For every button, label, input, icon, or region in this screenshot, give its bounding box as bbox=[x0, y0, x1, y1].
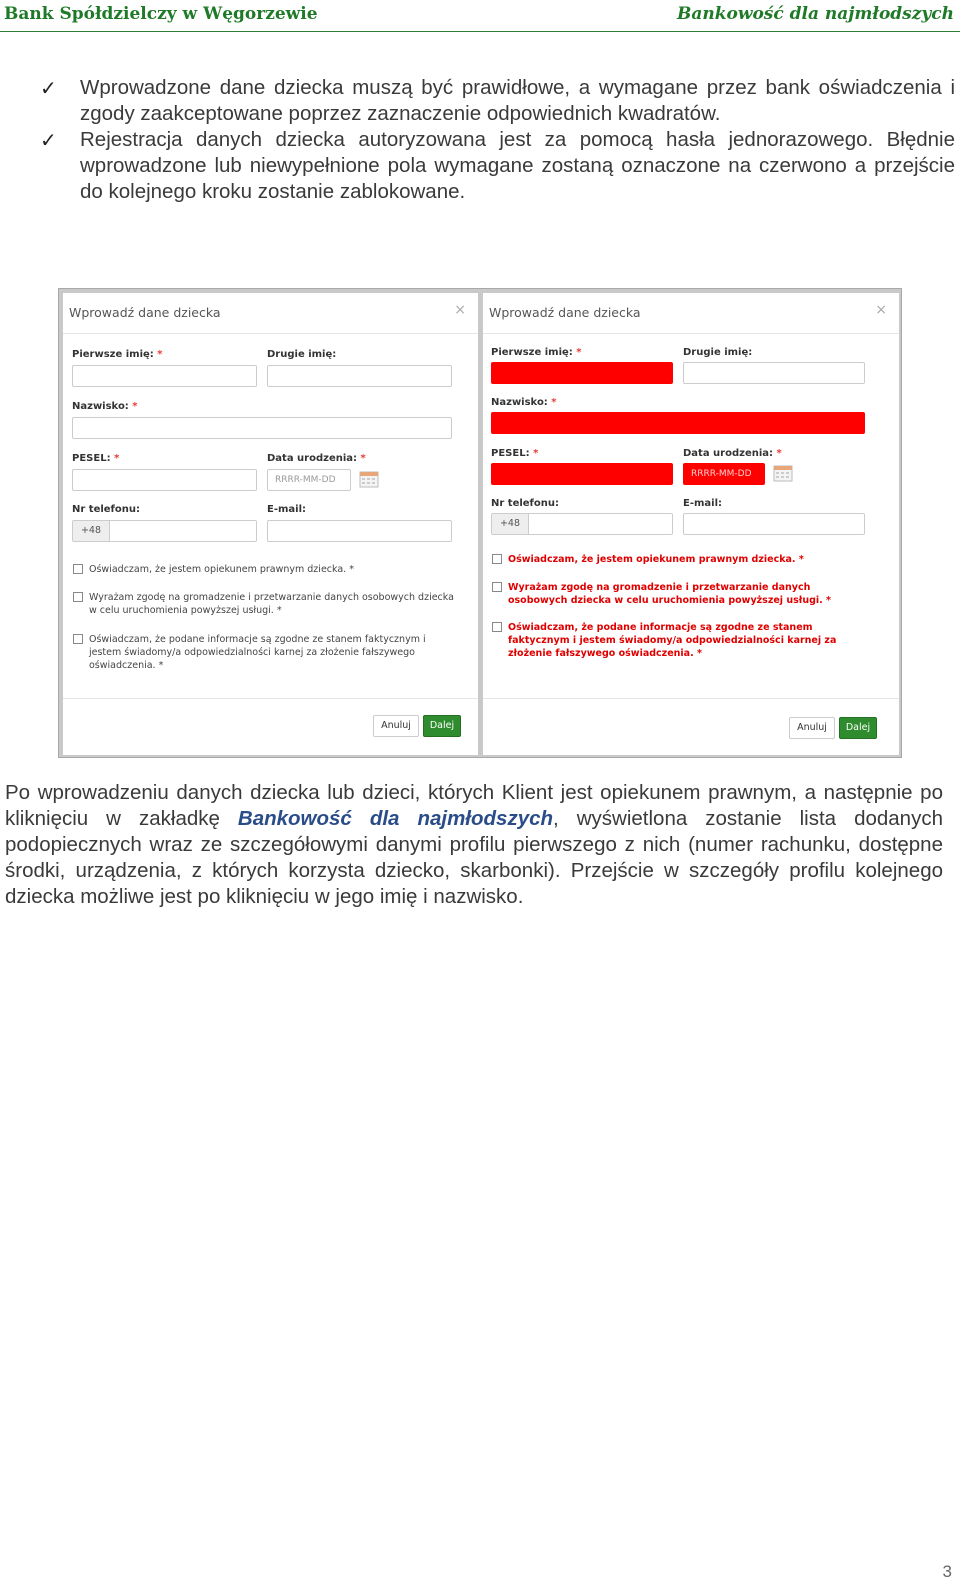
surname-input-error[interactable] bbox=[491, 412, 865, 434]
email-input[interactable] bbox=[683, 513, 865, 535]
paragraph-text-start: Po wprowadzeniu danych dziecka lub dzieci, których Klient jest opiekunem prawnym, a następnie po kliknięciu w zakładkę bbox=[5, 781, 943, 830]
bullet-text: Wprowadzone dane dziecka muszą być prawidłowe, a wymagane przez bank oświadczenia i zgody zaakceptowane poprzez zaznaczenie odpowiednich kwadratów. bbox=[80, 76, 955, 125]
modal-header bbox=[63, 293, 478, 334]
modal-footer bbox=[63, 698, 478, 755]
checkbox-label: Oświadczam, że podane informacje są zgodne ze stanem faktycznym i jestem świadomy/a odpowiedzialności karnej za złożenie fałszywego oświadczenia. * bbox=[89, 634, 426, 671]
birth-date-input-error[interactable] bbox=[683, 463, 765, 485]
checkbox-label: Wyrażam zgodę na gromadzenie i przetwarzanie danych osobowych dziecka w celu uruchomienia powyższej usługi. * bbox=[508, 582, 832, 606]
checkbox[interactable] bbox=[492, 582, 502, 592]
modal-footer bbox=[483, 698, 899, 755]
email-label: E-mail: bbox=[683, 498, 723, 509]
header-bank-name: Bank Spółdzielczy w Węgorzewie bbox=[4, 4, 318, 24]
pesel-input[interactable] bbox=[72, 469, 257, 491]
checkbox[interactable] bbox=[492, 622, 502, 632]
paragraph-text-end: , wyświetlona zostanie lista dodanych podopiecznych wraz ze szczegółowymi danymi profilu pierwszego z nich (numer rachunku, dostępne środki, urządzenia, z których korzysta dziecko, skarbonki). Przejście w szczegóły profilu kolejnego dziecka możliwe jest po kliknięciu w jego imię i nazwisko. bbox=[5, 807, 943, 908]
birth-date-input[interactable] bbox=[267, 469, 351, 491]
phone-prefix: +48 bbox=[492, 514, 529, 534]
modal-title: Wprowadź dane dziecka bbox=[69, 305, 221, 320]
child-data-modal-errors bbox=[483, 293, 899, 755]
surname-label: Nazwisko: * bbox=[491, 397, 557, 408]
pesel-label: PESEL: * bbox=[491, 448, 539, 459]
first-name-label: Pierwsze imię: * bbox=[491, 347, 582, 358]
checkbox-label: Oświadczam, że jestem opiekunem prawnym dziecka. * bbox=[508, 554, 804, 565]
modal-title: Wprowadź dane dziecka bbox=[489, 305, 641, 320]
birth-date-label: Data urodzenia: * bbox=[683, 448, 782, 459]
checkmark-icon: ✓ bbox=[40, 76, 57, 100]
surname-label: Nazwisko: * bbox=[72, 401, 138, 412]
calendar-icon[interactable] bbox=[773, 464, 793, 482]
bullet-item bbox=[40, 75, 955, 127]
screenshot-figure bbox=[58, 288, 902, 758]
close-icon[interactable]: × bbox=[875, 302, 887, 318]
second-name-label: Drugie imię: bbox=[267, 349, 337, 360]
checkbox[interactable] bbox=[73, 564, 83, 574]
child-data-modal-empty bbox=[63, 293, 478, 755]
first-name-input-error[interactable] bbox=[491, 362, 673, 384]
modal-header bbox=[483, 293, 899, 334]
page-number: 3 bbox=[942, 1562, 952, 1581]
close-icon[interactable]: × bbox=[454, 302, 466, 318]
surname-input[interactable] bbox=[72, 417, 452, 439]
birth-date-label: Data urodzenia: * bbox=[267, 453, 366, 464]
email-label: E-mail: bbox=[267, 504, 307, 515]
checkmark-icon: ✓ bbox=[40, 128, 57, 152]
bullet-text: Rejestracja danych dziecka autoryzowana jest za pomocą hasła jednorazowego. Błędnie wprowadzone lub niewypełnione pola wymagane zostaną oznaczone na czerwono a przejście do kolejnego kroku zostanie zablokowane. bbox=[80, 128, 955, 203]
birth-date-placeholder: RRRR-MM-DD bbox=[691, 469, 752, 479]
calendar-icon[interactable] bbox=[359, 470, 379, 488]
birth-date-placeholder: RRRR-MM-DD bbox=[275, 475, 336, 485]
bullet-list bbox=[40, 75, 955, 205]
paragraph-emphasis: Bankowość dla najmłodszych bbox=[237, 807, 554, 830]
header-section-title: Bankowość dla najmłodszych bbox=[676, 4, 954, 24]
pesel-label: PESEL: * bbox=[72, 453, 120, 464]
checkbox-label: Oświadczam, że jestem opiekunem prawnym dziecka. * bbox=[89, 564, 354, 575]
second-name-input[interactable] bbox=[267, 365, 452, 387]
checkbox[interactable] bbox=[492, 554, 502, 564]
phone-input[interactable] bbox=[491, 513, 673, 535]
second-name-label: Drugie imię: bbox=[683, 347, 753, 358]
page-header bbox=[0, 0, 960, 32]
checkbox[interactable] bbox=[73, 634, 83, 644]
phone-input[interactable] bbox=[72, 520, 257, 542]
cancel-button[interactable]: Anuluj bbox=[789, 717, 835, 739]
next-button[interactable]: Dalej bbox=[839, 717, 877, 739]
phone-label: Nr telefonu: bbox=[491, 498, 560, 509]
first-name-label: Pierwsze imię: * bbox=[72, 349, 163, 360]
first-name-input[interactable] bbox=[72, 365, 257, 387]
phone-label: Nr telefonu: bbox=[72, 504, 141, 515]
checkbox-label: Oświadczam, że podane informacje są zgodne ze stanem faktycznym i jestem świadomy/a odpowiedzialności karnej za złożenie fałszywego oświadczenia. * bbox=[508, 622, 837, 659]
pesel-input-error[interactable] bbox=[491, 463, 673, 485]
next-button[interactable]: Dalej bbox=[423, 715, 461, 737]
checkbox[interactable] bbox=[73, 592, 83, 602]
cancel-button[interactable]: Anuluj bbox=[373, 715, 419, 737]
checkbox-label: Wyrażam zgodę na gromadzenie i przetwarzanie danych osobowych dziecka w celu uruchomienia powyższej usługi. * bbox=[89, 592, 454, 616]
second-name-input[interactable] bbox=[683, 362, 865, 384]
phone-prefix: +48 bbox=[73, 521, 110, 541]
email-input[interactable] bbox=[267, 520, 452, 542]
body-paragraph bbox=[5, 780, 943, 910]
bullet-item bbox=[40, 127, 955, 205]
